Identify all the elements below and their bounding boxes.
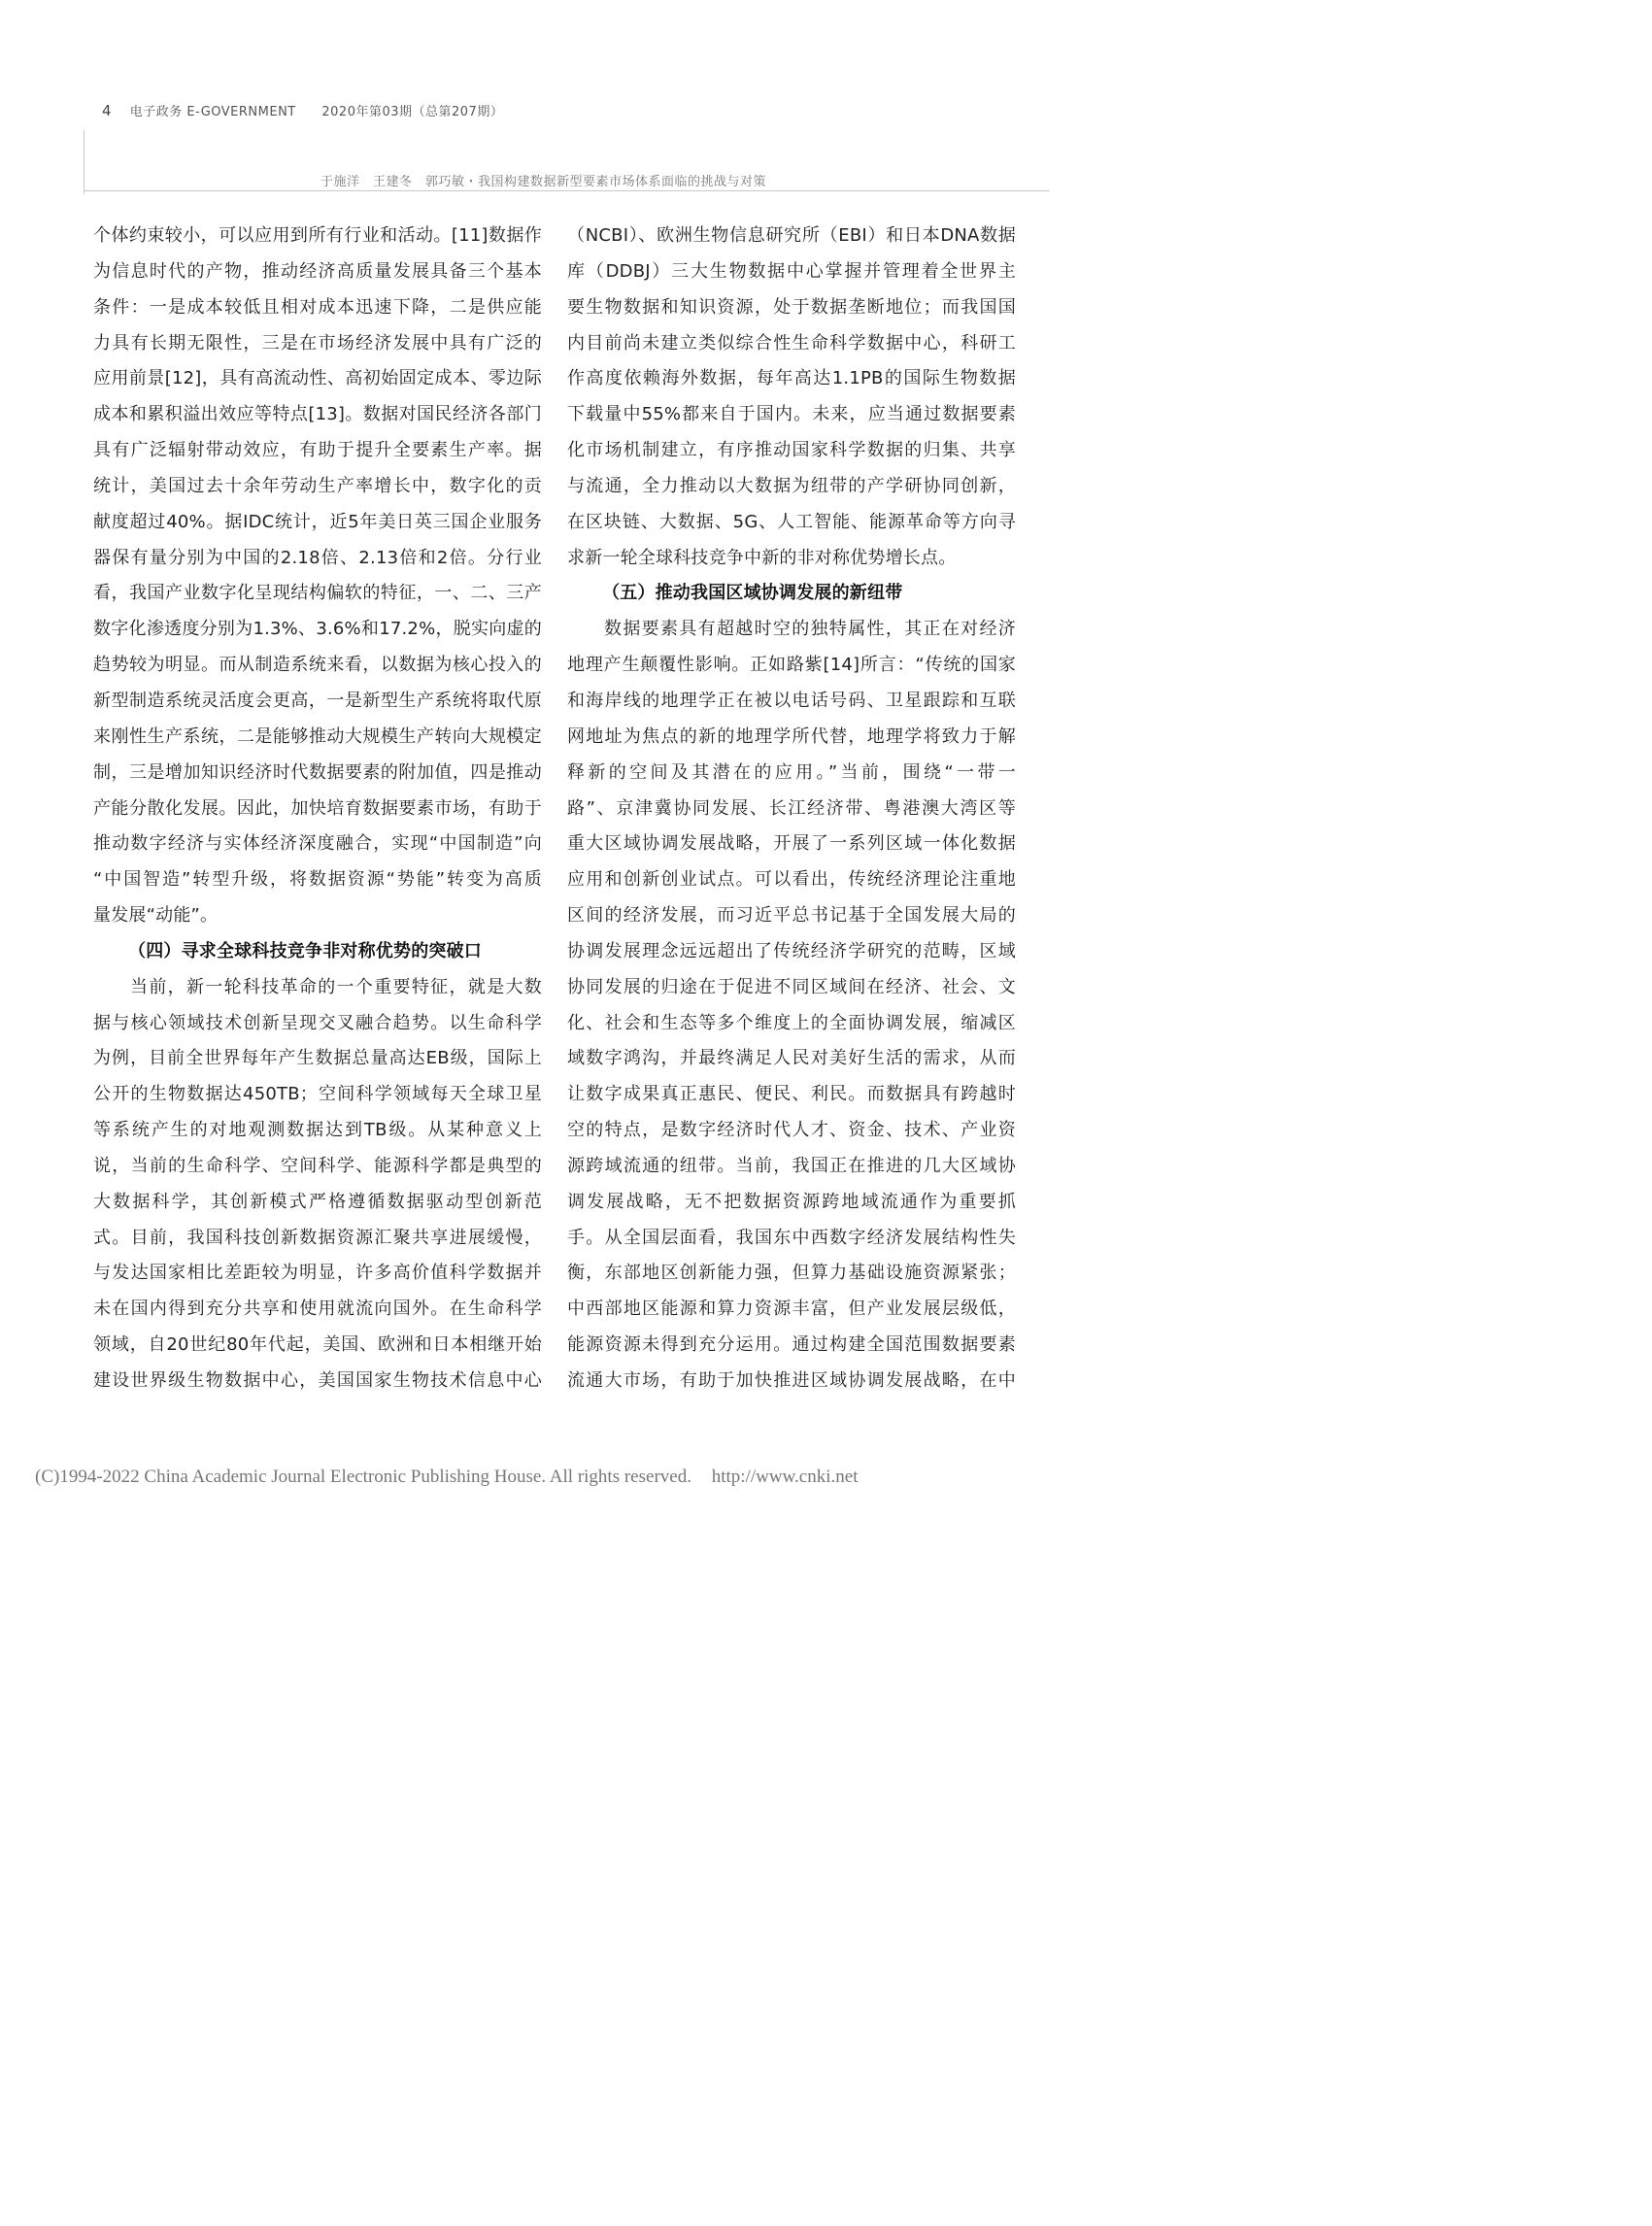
text-line: 释新的空间及其潜在的应用。”当前，围绕“一带一 (567, 761, 1016, 783)
text-line: 能源资源未得到充分运用。通过构建全国范围数据要素 (567, 1334, 1016, 1356)
text-line: 路”、京津冀协同发展、长江经济带、粤港澳大湾区等 (567, 797, 1016, 819)
text-line: 地理产生颠覆性影响。正如路紫[14]所言：“传统的国家 (567, 655, 1016, 676)
text-line: 制，三是增加知识经济时代数据要素的附加值，四是推动 (93, 761, 542, 783)
page-header (102, 101, 503, 119)
text-line: 力具有长期无限性，三是在市场经济发展中具有广泛的 (93, 332, 542, 354)
text-line: 区间的经济发展，而习近平总书记基于全国发展大局的 (567, 905, 1016, 927)
text-line: 献度超过40%。据IDC统计，近5年美日英三国企业服务 (93, 511, 542, 532)
text-line: 流通大市场，有助于加快推进区域协调发展战略，在中 (567, 1370, 1016, 1391)
text-line: 化市场机制建立，有序推动国家科学数据的归集、共享 (567, 440, 1016, 461)
text-line: 应用和创新创业试点。可以看出，传统经济理论注重地 (567, 869, 1016, 891)
text-line: 在区块链、大数据、5G、人工智能、能源革命等方向寻 (567, 511, 1016, 532)
text-line: 具有广泛辐射带动效应，有助于提升全要素生产率。据 (93, 440, 542, 461)
text-line: 中西部地区能源和算力资源丰富，但产业发展层级低， (567, 1298, 1016, 1320)
text-line: 器保有量分别为中国的2.18倍、2.13倍和2倍。分行业 (93, 547, 542, 568)
text-line: 与发达国家相比差距较为明显，许多高价值科学数据并 (93, 1263, 542, 1284)
text-line: 和海岸线的地理学正在被以电话号码、卫星跟踪和互联 (567, 690, 1016, 711)
text-line: 为信息时代的产物，推动经济高质量发展具备三个基本 (93, 260, 542, 282)
text-line: （NCBI）、欧洲生物信息研究所（EBI）和日本DNA数据 (567, 225, 1016, 246)
text-line: 来刚性生产系统，二是能够推动大规模生产转向大规模定 (93, 725, 542, 747)
text-line: 量发展“动能”。 (93, 905, 219, 927)
text-line: 据与核心领域技术创新呈现交叉融合趋势。以生命科学 (93, 1012, 542, 1033)
copyright-text: (C)1994-2022 China Academic Journal Electronic Publishing House. All rights reserved. (35, 1467, 691, 1487)
text-line: 内目前尚未建立类似综合性生命科学数据中心，科研工 (567, 332, 1016, 354)
text-line: 要生物数据和知识资源，处于数据垄断地位；而我国国 (567, 296, 1016, 318)
text-line: 为例，目前全世界每年产生数据总量高达EB级，国际上 (93, 1048, 542, 1069)
text-line: 库（DDBJ）三大生物数据中心掌握并管理着全世界主 (567, 260, 1016, 282)
copyright-footer (35, 1467, 858, 1488)
text-line: 说，当前的生命科学、空间科学、能源科学都是典型的 (93, 1155, 542, 1176)
text-line: 让数字成果真正惠民、便民、利民。而数据具有跨越时 (567, 1084, 1016, 1105)
text-line: 个体约束较小，可以应用到所有行业和活动。[11]数据作 (93, 225, 542, 246)
text-line: 应用前景[12]，具有高流动性、高初始固定成本、零边际 (93, 368, 542, 389)
right-column (567, 219, 1016, 1400)
text-line: 成本和累积溢出效应等特点[13]。数据对国民经济各部门 (93, 404, 542, 425)
section-heading: （五）推动我国区域协调发展的新纽带 (602, 583, 903, 604)
text-line: 式。目前，我国科技创新数据资源汇聚共享进展缓慢， (93, 1227, 542, 1248)
text-line: 重大区域协调发展战略，开展了一系列区域一体化数据 (567, 833, 1016, 855)
text-line: 网地址为焦点的新的地理学所代替，地理学将致力于解 (567, 725, 1016, 747)
text-line: 协调发展理念远远超出了传统经济学研究的范畴，区域 (567, 940, 1016, 961)
header-rule (84, 190, 1050, 191)
journal-name: 电子政务 E-GOVERNMENT (129, 105, 296, 119)
page-number: 4 (102, 102, 113, 119)
text-line: 等系统产生的对地观测数据达到TB级。从某种意义上 (93, 1120, 542, 1141)
text-line: 条件：一是成本较低且相对成本迅速下降，二是供应能 (93, 296, 542, 318)
text-line: 数字化渗透度分别为1.3%、3.6%和17.2%，脱实向虚的 (93, 619, 542, 640)
text-line: 大数据科学，其创新模式严格遵循数据驱动型创新范 (93, 1191, 542, 1212)
text-line: 统计，美国过去十余年劳动生产率增长中，数字化的贡 (93, 475, 542, 496)
text-line: 当前，新一轮科技革命的一个重要特征，就是大数 (130, 976, 542, 997)
text-line: “中国智造”转型升级，将数据资源“势能”转变为高质 (93, 869, 542, 891)
text-line: 手。从全国层面看，我国东中西数字经济发展结构性失 (567, 1227, 1016, 1248)
issue-info: 2020年第03期（总第207期） (321, 105, 504, 119)
text-line: 求新一轮全球科技竞争中新的非对称优势增长点。 (567, 547, 957, 568)
text-line: 看，我国产业数字化呈现结构偏软的特征，一、二、三产 (93, 583, 542, 604)
cnki-url[interactable]: http://www.cnki.net (711, 1467, 859, 1487)
text-line: 数据要素具有超越时空的独特属性，其正在对经济 (604, 619, 1016, 640)
text-line: 作高度依赖海外数据，每年高达1.1PB的国际生物数据 (567, 368, 1016, 389)
section-heading: （四）寻求全球科技竞争非对称优势的突破口 (128, 940, 482, 961)
text-line: 衡，东部地区创新能力强，但算力基础设施资源紧张； (567, 1263, 1016, 1284)
text-line: 未在国内得到充分共享和使用就流向国外。在生命科学 (93, 1298, 542, 1320)
text-line: 推动数字经济与实体经济深度融合，实现“中国制造”向 (93, 833, 542, 855)
text-line: 公开的生物数据达450TB；空间科学领域每天全球卫星 (93, 1084, 542, 1105)
text-line: 调发展战略，无不把数据资源跨地域流通作为重要抓 (567, 1191, 1016, 1212)
running-head: 于施洋 王建冬 郭巧敏・我国构建数据新型要素市场体系面临的挑战与对策 (320, 175, 767, 189)
text-line: 建设世界级生物数据中心，美国国家生物技术信息中心 (93, 1370, 542, 1391)
text-line: 趋势较为明显。而从制造系统来看，以数据为核心投入的 (93, 655, 542, 676)
text-line: 化、社会和生态等多个维度上的全面协调发展，缩减区 (567, 1012, 1016, 1033)
text-line: 领域，自20世纪80年代起，美国、欧洲和日本相继开始 (93, 1334, 542, 1356)
text-line: 产能分散化发展。因此，加快培育数据要素市场，有助于 (93, 797, 542, 819)
text-line: 源跨域流通的纽带。当前，我国正在推进的几大区域协 (567, 1155, 1016, 1176)
text-line: 域数字鸿沟，并最终满足人民对美好生活的需求，从而 (567, 1048, 1016, 1069)
text-line: 新型制造系统灵活度会更高，一是新型生产系统将取代原 (93, 690, 542, 711)
text-line: 空的特点，是数字经济时代人才、资金、技术、产业资 (567, 1120, 1016, 1141)
text-line: 与流通，全力推动以大数据为纽带的产学研协同创新， (567, 475, 1016, 496)
left-column (93, 219, 542, 1400)
text-line: 下载量中55%都来自于国内。未来，应当通过数据要素 (567, 404, 1016, 425)
text-line: 协同发展的归途在于促进不同区域间在经济、社会、文 (567, 976, 1016, 997)
